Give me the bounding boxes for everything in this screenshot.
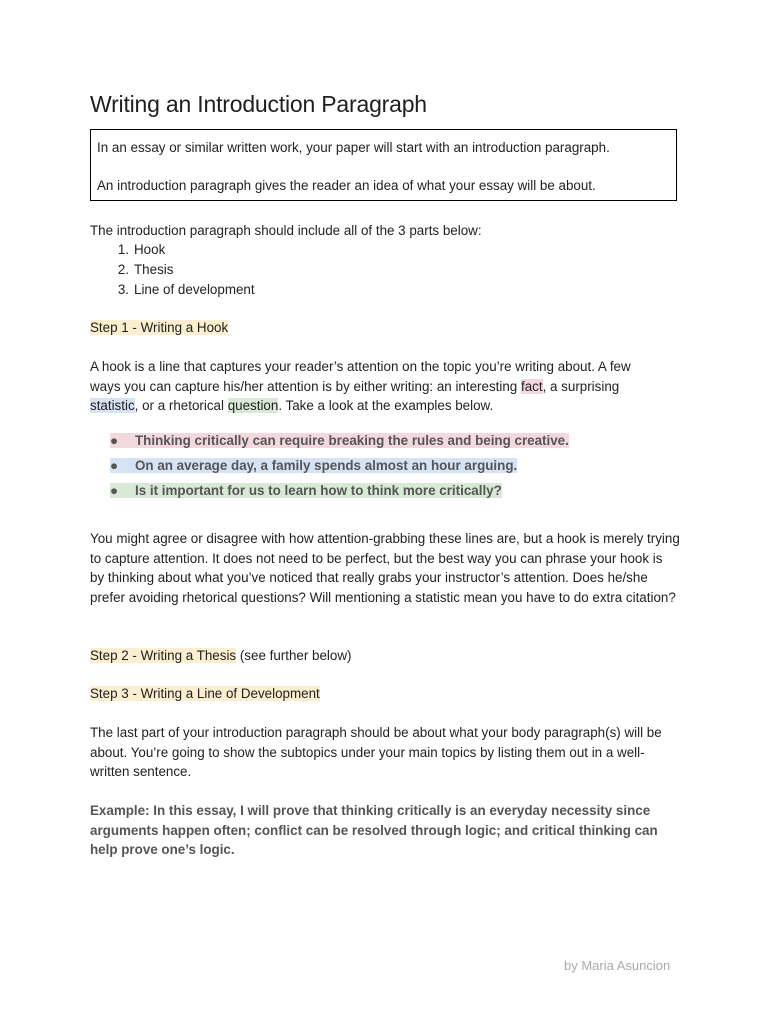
bullet-icon: ● — [110, 458, 119, 473]
intro-box-line-2: An introduction paragraph gives the reader an idea of what your essay will be about. — [97, 178, 596, 193]
author-credit: by Maria Asuncion — [564, 958, 671, 973]
bullet-icon: ● — [110, 433, 119, 448]
parts-list — [90, 240, 255, 299]
intro-box — [90, 129, 677, 201]
step-1-paragraph: A hook is a line that captures your reader’s attention on the topic you’re writing about. A few ways you can capture his/her attention is by either writing: an interesting fact, a surprising statistic, or a rhetorical question. Take a look at the examples below. — [90, 359, 631, 413]
hook-examples — [110, 433, 569, 508]
example-sentence: Example: In this essay, I will prove that thinking critically is an everyday necessity since arguments happen often; conflict can be resolved through logic; and critical thinking can help prove one’s logic. — [90, 803, 658, 857]
step-3-paragraph: The last part of your introduction paragraph should be about what your body paragraph(s) will be about. You’re going to show the subtopics under your main topics by listing them out in a well-written sentence. — [90, 725, 662, 779]
question-highlight: question — [227, 398, 279, 413]
list-item: ● Is it important for us to learn how to think more critically? — [110, 483, 502, 498]
step-2-heading: Step 2 - Writing a Thesis (see further below) — [90, 648, 352, 663]
step-1-heading: Step 1 - Writing a Hook — [90, 320, 229, 335]
step-3-heading: Step 3 - Writing a Line of Development — [90, 686, 320, 701]
intro-box-line-1: In an essay or similar written work, your paper will start with an introduction paragraph. — [97, 140, 610, 155]
parts-intro: The introduction paragraph should include all of the 3 parts below: — [90, 223, 482, 238]
list-item: 1. Hook — [117, 242, 166, 257]
bullet-icon: ● — [110, 483, 119, 498]
fact-highlight: fact — [520, 378, 543, 394]
list-item: ● Thinking critically can require breaking the rules and being creative. — [110, 433, 569, 448]
statistic-highlight: statistic — [90, 398, 135, 413]
list-item: ● On an average day, a family spends almost an hour arguing. — [110, 458, 518, 473]
list-item: 2. Thesis — [117, 261, 174, 277]
page-title: Writing an Introduction Paragraph — [90, 91, 427, 117]
list-item: 3. Line of development — [117, 281, 255, 297]
hook-explanation: You might agree or disagree with how attention-grabbing these lines are, but a hook is merely trying to capture attention. It does not need to be perfect, but the best way you can phrase your hook is by thinking about what you’ve noticed that really grabs your instructor’s attention. Does he/she prefer avoiding rhetorical questions? Will mentioning a statistic mean you have to do extra citation? — [90, 531, 680, 605]
